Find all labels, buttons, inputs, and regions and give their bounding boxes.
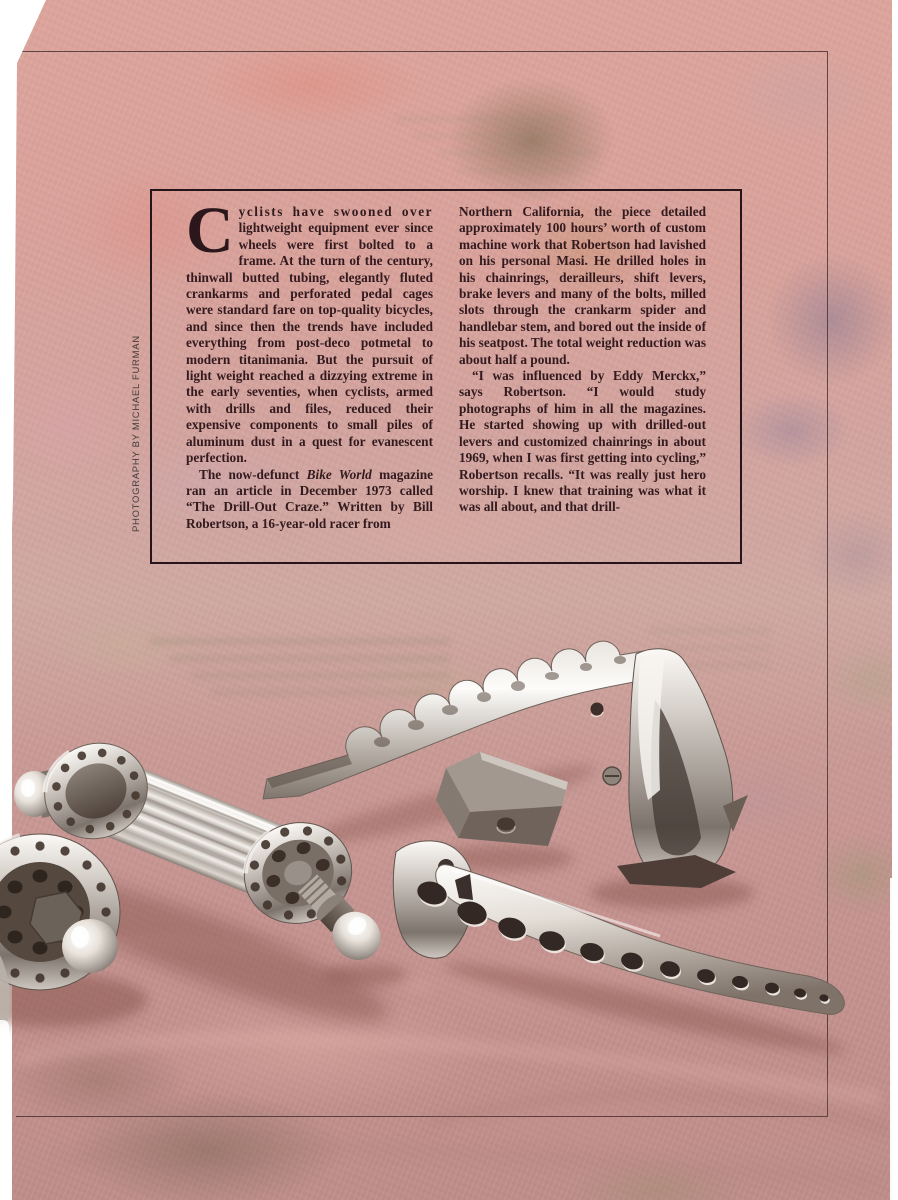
clamp-bracket [436,752,568,846]
article-column-1 [186,194,433,562]
paragraph: “I was influenced by Eddy Merckx,” says Robertson. “I would study photographs of him in all the magazines. He started showing up with drilled-out levers and customized chainrings in about 1969, when I was first getting into cycling,” Robertson recalls. “It was really just hero worship. I knew that training was what it was all about, and that drill- [459,368,706,515]
article-box [150,189,742,564]
paragraph-text: magazine ran an article in December 1973 called “The Drill-Out Craze.” Written by Bill Robertson, a 16-year-old racer from [186,466,433,531]
paragraph-text: lightweight equipment ever since wheels were first bolted to a frame. At the turn of the century, thinwall butted tubing, elegantly fluted crankarms and perforated pedal cages were standard fare on top-quality bicycles, and since then the trends have included everything from post-deco potmetal to modern titanimania. But the pursuit of light weight reached a dizzying extreme in the early seventies, when cyclists, armed with drills and files, reduced their expensive components to small piles of aluminum dust in a quest for evanescent perfection. [186,220,433,466]
bracket-hole [497,818,515,831]
lead-line: yclists have swooned over [238,204,433,219]
paragraph [186,467,433,533]
article-column-2 [459,204,706,562]
scan-edge-left-lower [0,1020,9,1150]
drop-cap: C [186,194,234,267]
rear-acorn-nut [62,919,118,973]
paragraph: Northern California, the piece detailed approximately 100 hours’ worth of custom machine work that Robertson had lavished on his personal Masi. He drilled holes in his chainrings, derailleurs, shift levers, brake levers and many of the bolts, milled slots through the crankarm spider and handlebar stem, and bored out the inside of his seatpost. The total weight reduction was about half a pound. [459,204,706,367]
paragraph [186,194,433,467]
photo-credit: PHOTOGRAPHY BY MICHAEL FURMAN [131,335,142,532]
paragraph-text: The now-defunct [199,466,307,482]
scan-edge-right [890,878,898,1200]
magazine-title: Bike World [306,466,372,482]
